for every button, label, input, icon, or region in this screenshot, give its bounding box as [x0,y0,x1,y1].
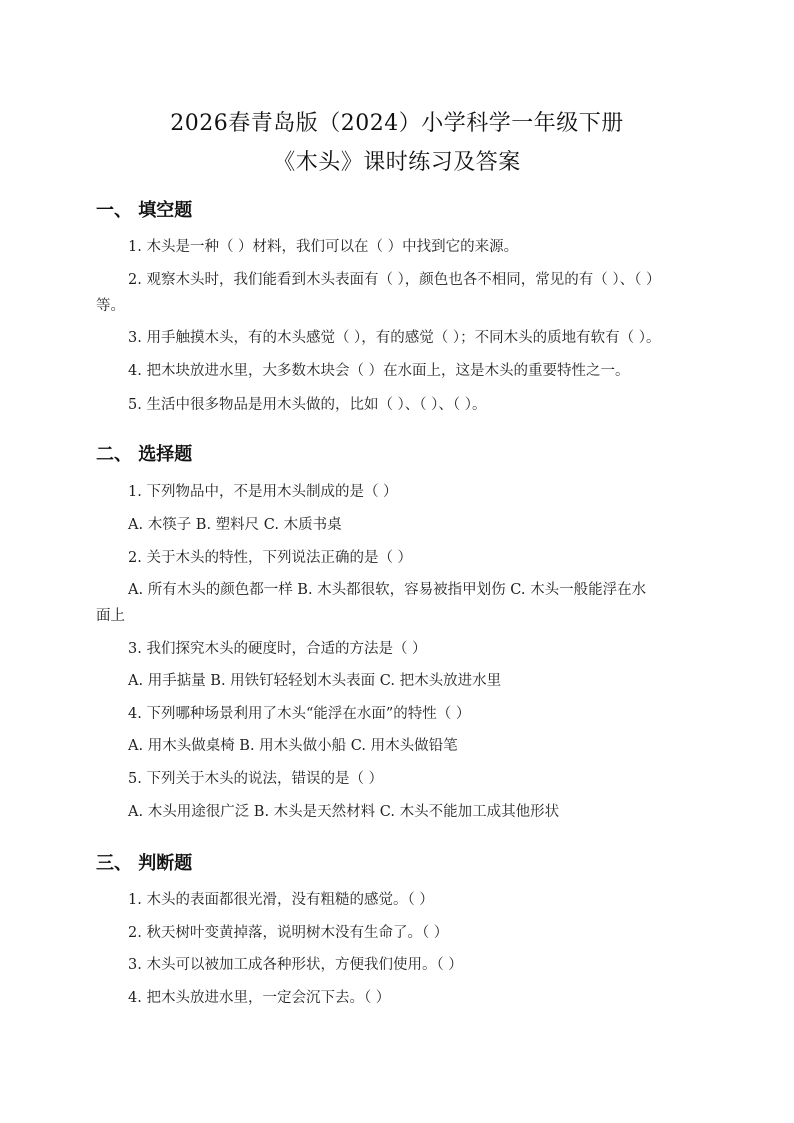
choice-question-3: 3. 我们探究木头的硬度时，合适的方法是（ ） [128,641,427,657]
choice-options-4: A. 用木头做桌椅 B. 用木头做小船 C. 用木头做铅笔 [128,738,458,754]
section-heading-choice: 二、 选择题 [96,444,193,465]
judge-question-4: 4. 把木头放进水里，一定会沉下去。（ ） [128,990,391,1006]
choice-options-5: A. 木头用途很广泛 B. 木头是天然材料 C. 木头不能加工成其他形状 [128,804,560,820]
judge-question-2: 2. 秋天树叶变黄掉落，说明树木没有生命了。（ ） [128,925,449,941]
document-subtitle: 《木头》课时练习及答案 [273,150,521,175]
section-heading-fill-blank: 一、 填空题 [96,200,193,221]
choice-question-5: 5. 下列关于木头的说法，错误的是（ ） [128,771,384,787]
fill-question-3: 3. 用手触摸木头，有的木头感觉（ ），有的感觉（ ）；不同木头的质地有软有（ ）。 [128,330,661,346]
section-heading-true-false: 三、 判断题 [96,853,193,874]
choice-question-4: 4. 下列哪种场景利用了木头“能浮在水面”的特性（ ） [128,706,471,722]
choice-options-3: A. 用手掂量 B. 用铁钉轻轻划木头表面 C. 把木头放进水里 [128,673,502,689]
judge-question-1: 1. 木头的表面都很光滑，没有粗糙的感觉。（ ） [128,892,434,908]
judge-question-3: 3. 木头可以被加工成各种形状，方便我们使用。（ ） [128,957,463,973]
choice-options-2-cont: 面上 [96,608,125,624]
choice-question-1: 1. 下列物品中，不是用木头制成的是（ ） [128,484,398,500]
fill-question-5: 5. 生活中很多物品是用木头做的，比如（ ）、（ ）、（ ）。 [128,397,487,413]
fill-question-2: 2. 观察木头时，我们能看到木头表面有（ ），颜色也各不相同，常见的有（ ）、（ ） [128,272,661,288]
choice-question-2: 2. 关于木头的特性，下列说法正确的是（ ） [128,550,413,566]
fill-question-4: 4. 把木块放进水里，大多数木块会（ ）在水面上，这是木头的重要特性之一。 [128,363,630,379]
choice-options-1: A. 木筷子 B. 塑料尺 C. 木质书桌 [128,517,342,533]
document-title: 2026春青岛版（2024）小学科学一年级下册 [170,111,624,136]
choice-options-2: A. 所有木头的颜色都一样 B. 木头都很软，容易被指甲划伤 C. 木头一般能浮在水 [128,582,647,598]
fill-question-1: 1. 木头是一种（ ）材料，我们可以在（ ）中找到它的来源。 [128,239,519,255]
fill-question-2-cont: 等。 [96,298,125,314]
